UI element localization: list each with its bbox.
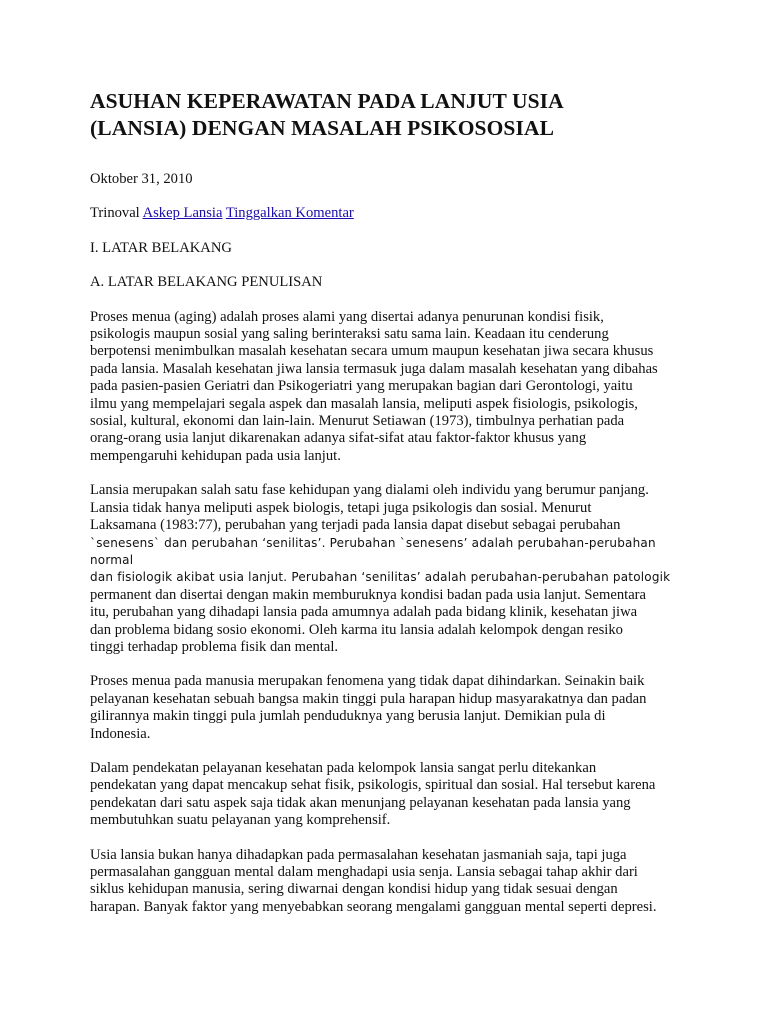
paragraph-line: orang-orang usia lanjut dikarenakan adanya sifat-sifat atau faktor-faktor khusus yang (90, 430, 587, 447)
paragraph-line: Proses menua (aging) adalah proses alami yang disertai adanya penurunan kondisi fisik, (90, 308, 604, 325)
article-title (90, 88, 690, 142)
paragraph-line: harapan. Banyak faktor yang menyebabkan seorang mengalami gangguan mental seperti depresi. (90, 898, 657, 915)
paragraph-line: permasalahan gangguan mental dalam menghadapi usia senja. Lansia sebagai tahap akhir dari (90, 864, 638, 880)
paragraph-line: pada lansia. Masalah kesehatan jiwa lansia termasuk juga dalam masalah kesehatan yang dibahas (90, 360, 658, 377)
paragraph-line: dan fisiologik akibat usia lanjut. Perubahan ‘senilitas’ adalah perubahan-perubahan patologik (90, 570, 671, 585)
paragraph-line: siklus kehidupan manusia, sering diwarnai dengan kondisi hidup yang tidak sesuai dengan (90, 881, 618, 898)
category-link[interactable]: Askep Lansia (142, 205, 223, 222)
article-title-line-2: (LANSIA) DENGAN MASALAH PSIKOSOSIAL (90, 116, 555, 140)
paragraph-line: sosial, kultural, ekonomi dan lain-lain. Menurut Setiawan (1973), timbulnya perhatian pada (90, 413, 625, 430)
paragraph-line: pada pasien-pasien Geriatri dan Psikogeriatri yang merupakan bagian dari Gerontologi, yaitu (90, 378, 633, 395)
post-meta (90, 205, 690, 222)
paragraph-line: dan problema bidang sosio ekonomi. Oleh karma itu lansia adalah kelompok dengan resiko (90, 621, 623, 638)
paragraph-line: Usia lansia bukan hanya dihadapkan pada permasalahan kesehatan jasmaniah saja, tapi juga (90, 846, 627, 863)
paragraph-1 (90, 309, 690, 466)
section-heading-2: A. LATAR BELAKANG PENULISAN (90, 274, 323, 291)
article-title-line-1: ASUHAN KEPERAWATAN PADA LANJUT USIA (90, 89, 564, 113)
leave-comment-link[interactable]: Tinggalkan Komentar (225, 205, 354, 222)
author-name: Trinoval (90, 205, 140, 222)
paragraph-line: pendekatan yang dapat mencakup sehat fisik, psikologis, spiritual dan sosial. Hal tersebut karena (90, 777, 656, 794)
paragraph-line: Dalam pendekatan pelayanan kesehatan pada kelompok lansia sangat perlu ditekankan (90, 759, 597, 776)
paragraph-line: pelayanan kesehatan sebuah bangsa makin tinggi pula harapan hidup masyarakatnya dan padan (90, 690, 647, 707)
paragraph-line: `senesens` dan perubahan ‘senilitas’. Perubahan `senesens’ adalah perubahan-perubahan normal (90, 535, 656, 567)
paragraph-line: tinggi terhadap problema fisik dan mental. (90, 638, 339, 655)
paragraph-line: mempengaruhi kehidupan pada usia lanjut. (90, 447, 341, 464)
paragraph-line: gilirannya makin tinggi pula jumlah penduduknya yang berusia lanjut. Demikian pula di (90, 708, 606, 725)
paragraph-line: Laksamana (1983:77), perubahan yang terjadi pada lansia dapat disebut sebagai perubahan (90, 517, 621, 534)
paragraph-line: Proses menua pada manusia merupakan fenomena yang tidak dapat dihindarkan. Seinakin baik (90, 673, 645, 690)
document-page (90, 88, 690, 916)
post-date: Oktober 31, 2010 (90, 171, 193, 187)
paragraph-line: itu, perubahan yang dihadapi lansia pada amumnya adalah pada bidang klinik, kesehatan jiwa (90, 604, 638, 621)
paragraph-line: permanent dan disertai dengan makin memburuknya kondisi badan pada usia lanjut. Sementara (90, 586, 647, 603)
paragraph-line: berpotensi menimbulkan masalah kesehatan secara umum maupun kesehatan jiwa secara khusus (90, 343, 654, 360)
paragraph-line: psikologis maupun sosial yang saling berinteraksi satu sama lain. Keadaan itu cenderung (90, 326, 609, 343)
paragraph-3 (90, 673, 690, 743)
paragraph-5 (90, 847, 690, 917)
paragraph-2 (90, 482, 690, 656)
section-heading-1: I. LATAR BELAKANG (90, 239, 232, 256)
paragraph-line: Indonesia. (90, 725, 151, 742)
paragraph-line: pendekatan dari satu aspek saja tidak akan menunjang pelayanan kesehatan pada lansia yang (90, 794, 631, 811)
paragraph-4 (90, 760, 690, 830)
paragraph-line: ilmu yang mempelajari segala aspek dan masalah lansia, meliputi aspek fisiologis, psikologis, (90, 395, 638, 412)
paragraph-line: membutuhkan suatu pelayanan yang komprehensif. (90, 812, 391, 829)
paragraph-line: Lansia merupakan salah satu fase kehidupan yang dialami oleh individu yang berumur panjang. (90, 482, 649, 499)
paragraph-line: Lansia tidak hanya meliputi aspek biologis, tetapi juga psikologis dan sosial. Menurut (90, 499, 592, 516)
